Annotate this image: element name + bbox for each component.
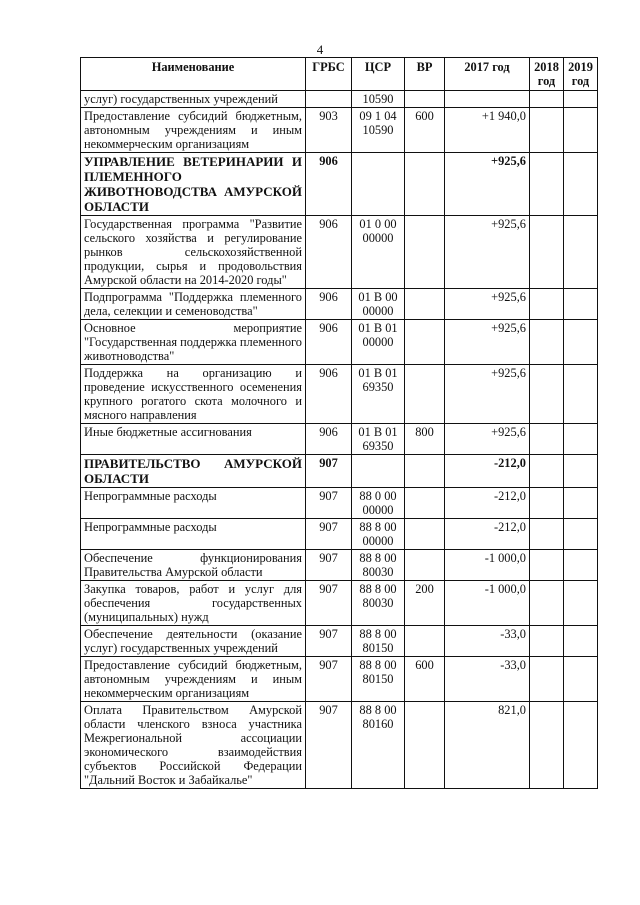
row-2019-cell xyxy=(564,289,598,320)
row-csr-cell: 88 8 00 80030 xyxy=(352,581,405,626)
row-name-cell: услуг) государственных учреждений xyxy=(81,91,306,108)
row-name-cell: Поддержка на организацию и проведение искусственного осеменения крупного рогатого скота молочного и мясного направления xyxy=(81,365,306,424)
row-2017-cell: -212,0 xyxy=(445,519,530,550)
table-row xyxy=(81,581,598,626)
column-header-2018: 2018 год xyxy=(530,58,564,91)
row-grbs-cell: 906 xyxy=(306,365,352,424)
row-vr-cell xyxy=(405,91,445,108)
table-row xyxy=(81,289,598,320)
row-2019-cell xyxy=(564,91,598,108)
table-row xyxy=(81,153,598,216)
row-name-cell: Непрограммные расходы xyxy=(81,488,306,519)
row-csr-cell xyxy=(352,153,405,216)
row-2018-cell xyxy=(530,289,564,320)
column-header-2017: 2017 год xyxy=(445,58,530,91)
row-name-cell: Предоставление субсидий бюджетным, автономным учреждениям и иным некоммерческим организациям xyxy=(81,657,306,702)
row-2019-cell xyxy=(564,626,598,657)
table-row xyxy=(81,216,598,289)
row-grbs-cell: 906 xyxy=(306,216,352,289)
row-grbs-cell: 907 xyxy=(306,519,352,550)
column-header-grbs: ГРБС xyxy=(306,58,352,91)
row-2017-cell: -33,0 xyxy=(445,626,530,657)
row-name-cell: Предоставление субсидий бюджетным, автономным учреждениям и иным некоммерческим организациям xyxy=(81,108,306,153)
row-2018-cell xyxy=(530,424,564,455)
row-2018-cell xyxy=(530,216,564,289)
table-row xyxy=(81,320,598,365)
row-2017-cell: +925,6 xyxy=(445,216,530,289)
row-2018-cell xyxy=(530,519,564,550)
row-vr-cell xyxy=(405,455,445,488)
row-2017-cell: +1 940,0 xyxy=(445,108,530,153)
table-row xyxy=(81,519,598,550)
row-vr-cell xyxy=(405,365,445,424)
row-2019-cell xyxy=(564,365,598,424)
table-row xyxy=(81,488,598,519)
row-name-cell: Обеспечение функционирования Правительства Амурской области xyxy=(81,550,306,581)
row-2017-cell: +925,6 xyxy=(445,153,530,216)
column-header-vr: ВР xyxy=(405,58,445,91)
row-grbs-cell: 907 xyxy=(306,702,352,789)
row-2017-cell: -212,0 xyxy=(445,455,530,488)
row-csr-cell: 88 8 00 80150 xyxy=(352,626,405,657)
row-2019-cell xyxy=(564,153,598,216)
row-csr-cell: 09 1 04 10590 xyxy=(352,108,405,153)
row-vr-cell: 600 xyxy=(405,108,445,153)
row-2017-cell: +925,6 xyxy=(445,424,530,455)
row-2017-cell: +925,6 xyxy=(445,289,530,320)
row-2018-cell xyxy=(530,657,564,702)
row-grbs-cell: 907 xyxy=(306,488,352,519)
row-2018-cell xyxy=(530,153,564,216)
row-csr-cell: 88 8 00 80160 xyxy=(352,702,405,789)
row-vr-cell xyxy=(405,289,445,320)
row-vr-cell xyxy=(405,550,445,581)
row-vr-cell xyxy=(405,626,445,657)
row-csr-cell: 01 0 00 00000 xyxy=(352,216,405,289)
row-2017-cell: -33,0 xyxy=(445,657,530,702)
row-vr-cell: 600 xyxy=(405,657,445,702)
row-grbs-cell xyxy=(306,91,352,108)
row-csr-cell: 88 0 00 00000 xyxy=(352,488,405,519)
row-name-cell: Непрограммные расходы xyxy=(81,519,306,550)
row-name-cell: Государственная программа "Развитие сельского хозяйства и регулирование рынков сельскохозяйственной продукции, сырья и продовольствия Амурской области на 2014-2020 годы" xyxy=(81,216,306,289)
row-2018-cell xyxy=(530,91,564,108)
row-csr-cell: 88 8 00 00000 xyxy=(352,519,405,550)
row-2017-cell: +925,6 xyxy=(445,365,530,424)
row-vr-cell xyxy=(405,519,445,550)
row-2018-cell xyxy=(530,550,564,581)
row-2018-cell xyxy=(530,581,564,626)
column-header-csr: ЦСР xyxy=(352,58,405,91)
table-row xyxy=(81,365,598,424)
table-row xyxy=(81,455,598,488)
row-2019-cell xyxy=(564,581,598,626)
row-csr-cell: 01 В 01 69350 xyxy=(352,365,405,424)
row-2019-cell xyxy=(564,657,598,702)
row-grbs-cell: 906 xyxy=(306,424,352,455)
row-2019-cell xyxy=(564,320,598,365)
row-csr-cell: 01 В 01 69350 xyxy=(352,424,405,455)
row-2018-cell xyxy=(530,455,564,488)
column-header-name: Наименование xyxy=(81,58,306,91)
row-name-cell: УПРАВЛЕНИЕ ВЕТЕРИНАРИИ И ПЛЕМЕННОГО ЖИВОТНОВОДСТВА АМУРСКОЙ ОБЛАСТИ xyxy=(81,153,306,216)
row-csr-cell: 88 8 00 80030 xyxy=(352,550,405,581)
row-name-cell: Оплата Правительством Амурской области членского взноса участника Межрегиональной ассоциации экономического взаимодействия субъектов Российской Федерации "Дальний Восток и Забайкалье" xyxy=(81,702,306,789)
row-vr-cell: 800 xyxy=(405,424,445,455)
row-grbs-cell: 906 xyxy=(306,320,352,365)
table-row xyxy=(81,702,598,789)
row-2017-cell xyxy=(445,91,530,108)
row-2019-cell xyxy=(564,455,598,488)
table-row xyxy=(81,626,598,657)
row-vr-cell xyxy=(405,488,445,519)
table-row xyxy=(81,91,598,108)
row-2017-cell: 821,0 xyxy=(445,702,530,789)
row-2017-cell: +925,6 xyxy=(445,320,530,365)
row-vr-cell: 200 xyxy=(405,581,445,626)
row-name-cell: Подпрограмма "Поддержка племенного дела, селекции и семеноводства" xyxy=(81,289,306,320)
table-row xyxy=(81,657,598,702)
row-2019-cell xyxy=(564,108,598,153)
row-2018-cell xyxy=(530,365,564,424)
table-row xyxy=(81,424,598,455)
row-2019-cell xyxy=(564,702,598,789)
row-csr-cell: 10590 xyxy=(352,91,405,108)
row-name-cell: Обеспечение деятельности (оказание услуг) государственных учреждений xyxy=(81,626,306,657)
row-2017-cell: -212,0 xyxy=(445,488,530,519)
row-vr-cell xyxy=(405,702,445,789)
row-2019-cell xyxy=(564,216,598,289)
page-number: 4 xyxy=(316,42,324,57)
row-2018-cell xyxy=(530,702,564,789)
row-name-cell: ПРАВИТЕЛЬСТВО АМУРСКОЙ ОБЛАСТИ xyxy=(81,455,306,488)
row-grbs-cell: 907 xyxy=(306,581,352,626)
row-vr-cell xyxy=(405,216,445,289)
row-name-cell: Закупка товаров, работ и услуг для обеспечения государственных (муниципальных) нужд xyxy=(81,581,306,626)
row-vr-cell xyxy=(405,153,445,216)
row-2019-cell xyxy=(564,424,598,455)
column-header-2019: 2019 год xyxy=(564,58,598,91)
row-csr-cell xyxy=(352,455,405,488)
table-row xyxy=(81,550,598,581)
row-2018-cell xyxy=(530,626,564,657)
row-grbs-cell: 903 xyxy=(306,108,352,153)
row-2018-cell xyxy=(530,108,564,153)
row-csr-cell: 01 В 01 00000 xyxy=(352,320,405,365)
row-csr-cell: 88 8 00 80150 xyxy=(352,657,405,702)
row-2018-cell xyxy=(530,488,564,519)
row-2019-cell xyxy=(564,519,598,550)
row-grbs-cell: 906 xyxy=(306,153,352,216)
row-vr-cell xyxy=(405,320,445,365)
row-2019-cell xyxy=(564,550,598,581)
row-grbs-cell: 907 xyxy=(306,455,352,488)
table-header-row xyxy=(81,58,598,91)
budget-table xyxy=(80,57,598,789)
table-row xyxy=(81,108,598,153)
row-grbs-cell: 906 xyxy=(306,289,352,320)
row-2019-cell xyxy=(564,488,598,519)
row-2017-cell: -1 000,0 xyxy=(445,581,530,626)
row-name-cell: Основное мероприятие "Государственная поддержка племенного животноводства" xyxy=(81,320,306,365)
row-name-cell: Иные бюджетные ассигнования xyxy=(81,424,306,455)
row-grbs-cell: 907 xyxy=(306,657,352,702)
row-2017-cell: -1 000,0 xyxy=(445,550,530,581)
row-grbs-cell: 907 xyxy=(306,550,352,581)
row-grbs-cell: 907 xyxy=(306,626,352,657)
row-2018-cell xyxy=(530,320,564,365)
row-csr-cell: 01 В 00 00000 xyxy=(352,289,405,320)
